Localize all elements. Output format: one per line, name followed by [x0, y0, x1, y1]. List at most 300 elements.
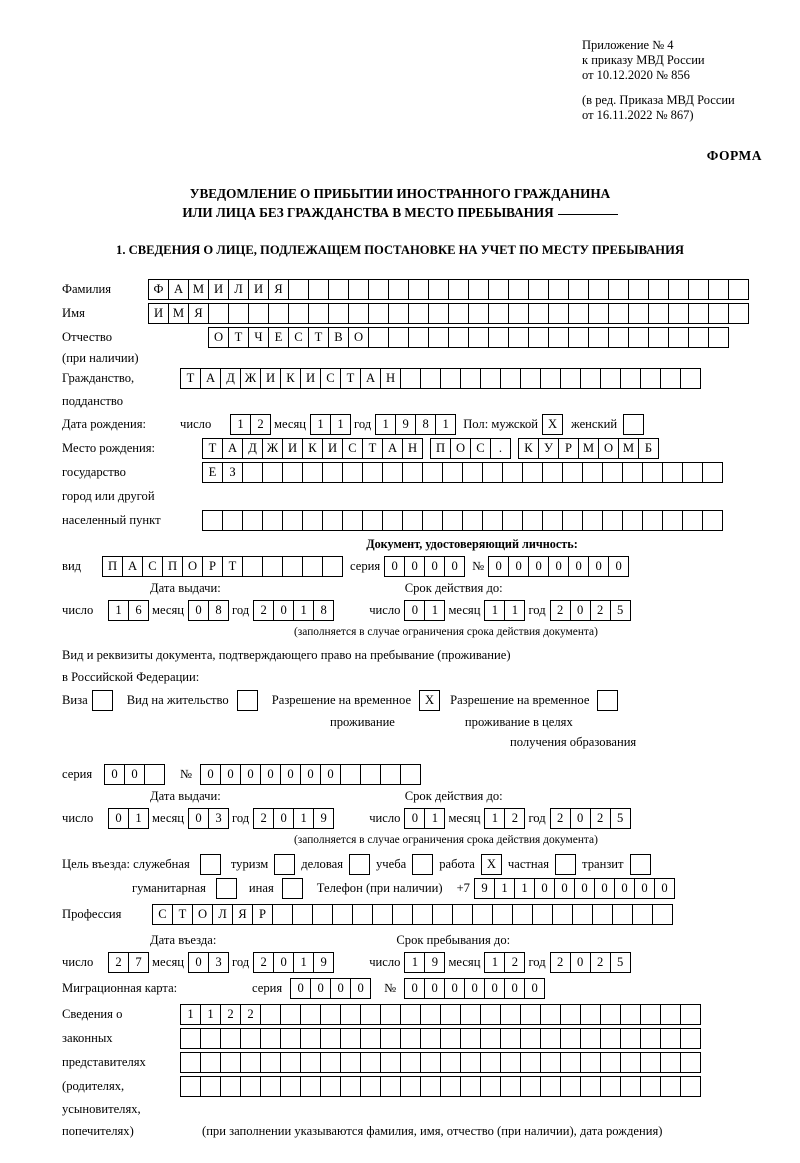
form-cell[interactable]: 8 — [208, 600, 229, 621]
form-cell[interactable] — [380, 1052, 401, 1073]
form-cell[interactable] — [680, 1028, 701, 1049]
form-cell[interactable] — [380, 1076, 401, 1097]
form-cell[interactable] — [448, 279, 469, 300]
form-cell[interactable] — [620, 1028, 641, 1049]
form-cell[interactable] — [302, 462, 323, 483]
form-cell[interactable] — [460, 1028, 481, 1049]
form-cell[interactable]: 9 — [313, 808, 334, 829]
form-cell[interactable] — [408, 303, 429, 324]
form-cell[interactable] — [242, 510, 263, 531]
form-cell[interactable] — [688, 279, 709, 300]
form-cell[interactable]: 3 — [208, 808, 229, 829]
form-cell[interactable]: И — [260, 368, 281, 389]
form-cell[interactable]: И — [322, 438, 343, 459]
form-cell[interactable] — [660, 1076, 681, 1097]
form-cell[interactable]: 1 — [293, 808, 314, 829]
form-cell[interactable] — [388, 327, 409, 348]
form-cell[interactable]: 1 — [514, 878, 535, 899]
form-cell[interactable]: 2 — [590, 600, 611, 621]
form-cell[interactable]: 5 — [610, 600, 631, 621]
form-cell[interactable] — [562, 510, 583, 531]
form-cell[interactable]: 0 — [424, 978, 445, 999]
form-cell[interactable] — [220, 1052, 241, 1073]
form-cell[interactable] — [432, 904, 453, 925]
form-cell[interactable]: 9 — [395, 414, 416, 435]
form-cell[interactable]: 0 — [568, 556, 589, 577]
form-cell[interactable]: Т — [340, 368, 361, 389]
migration-number-cells[interactable] — [404, 978, 544, 999]
form-cell[interactable] — [632, 904, 653, 925]
form-cell[interactable] — [320, 1028, 341, 1049]
form-cell[interactable] — [482, 462, 503, 483]
form-cell[interactable] — [568, 303, 589, 324]
form-cell[interactable] — [648, 303, 669, 324]
residence-permit-checkbox[interactable] — [237, 690, 258, 711]
form-cell[interactable]: 1 — [330, 414, 351, 435]
form-cell[interactable] — [312, 904, 333, 925]
form-cell[interactable]: Б — [638, 438, 659, 459]
purpose-work-checkbox[interactable]: Х — [481, 854, 502, 875]
form-cell[interactable] — [552, 904, 573, 925]
form-cell[interactable]: 1 — [484, 952, 505, 973]
form-cell[interactable] — [640, 368, 661, 389]
form-cell[interactable] — [440, 368, 461, 389]
form-cell[interactable] — [680, 1004, 701, 1025]
form-cell[interactable] — [728, 279, 749, 300]
form-cell[interactable] — [492, 904, 513, 925]
form-cell[interactable]: О — [598, 438, 619, 459]
form-cell[interactable]: Я — [232, 904, 253, 925]
form-cell[interactable] — [412, 904, 433, 925]
form-cell[interactable] — [260, 1052, 281, 1073]
surname-cells[interactable] — [148, 279, 748, 300]
form-cell[interactable]: 1 — [484, 600, 505, 621]
form-cell[interactable] — [348, 303, 369, 324]
birth-day-cells[interactable] — [230, 414, 270, 435]
stay-day-cells[interactable] — [404, 952, 444, 973]
form-cell[interactable]: 0 — [188, 952, 209, 973]
form-cell[interactable]: 0 — [504, 978, 525, 999]
form-cell[interactable]: О — [208, 327, 229, 348]
form-cell[interactable]: Е — [202, 462, 223, 483]
form-cell[interactable] — [360, 1028, 381, 1049]
form-cell[interactable] — [480, 1076, 501, 1097]
form-cell[interactable]: 0 — [108, 808, 129, 829]
form-cell[interactable]: 8 — [415, 414, 436, 435]
form-cell[interactable]: 0 — [484, 978, 505, 999]
form-cell[interactable]: 0 — [273, 808, 294, 829]
form-cell[interactable] — [580, 1028, 601, 1049]
form-cell[interactable] — [260, 1028, 281, 1049]
doc-series-cells[interactable] — [384, 556, 464, 577]
form-cell[interactable] — [500, 368, 521, 389]
form-cell[interactable] — [472, 904, 493, 925]
form-cell[interactable]: 0 — [124, 764, 145, 785]
phone-cells[interactable] — [474, 878, 674, 899]
form-cell[interactable] — [342, 462, 363, 483]
form-cell[interactable] — [600, 1076, 621, 1097]
name-cells[interactable] — [148, 303, 748, 324]
legal-rep-row3-cells[interactable] — [180, 1052, 700, 1073]
form-cell[interactable]: И — [148, 303, 169, 324]
form-cell[interactable] — [568, 327, 589, 348]
form-cell[interactable] — [642, 510, 663, 531]
form-cell[interactable]: 2 — [550, 952, 571, 973]
form-cell[interactable] — [528, 279, 549, 300]
form-cell[interactable] — [652, 904, 673, 925]
form-cell[interactable] — [420, 1004, 441, 1025]
form-cell[interactable] — [202, 510, 223, 531]
form-cell[interactable] — [440, 1028, 461, 1049]
form-cell[interactable]: 1 — [310, 414, 331, 435]
form-cell[interactable] — [522, 462, 543, 483]
form-cell[interactable] — [422, 462, 443, 483]
form-cell[interactable] — [280, 1028, 301, 1049]
visa-checkbox[interactable] — [92, 690, 113, 711]
form-cell[interactable] — [348, 279, 369, 300]
form-cell[interactable]: 1 — [435, 414, 456, 435]
form-cell[interactable] — [608, 303, 629, 324]
form-cell[interactable] — [320, 1052, 341, 1073]
form-cell[interactable] — [368, 279, 389, 300]
birthplace-city-row4-cells[interactable] — [202, 510, 722, 531]
form-cell[interactable] — [268, 303, 289, 324]
stay-year-cells[interactable] — [550, 952, 630, 973]
form-cell[interactable]: 9 — [313, 952, 334, 973]
form-cell[interactable] — [260, 1076, 281, 1097]
form-cell[interactable] — [540, 1052, 561, 1073]
form-cell[interactable] — [600, 1028, 621, 1049]
form-cell[interactable] — [628, 279, 649, 300]
form-cell[interactable]: 0 — [528, 556, 549, 577]
form-cell[interactable]: 0 — [464, 978, 485, 999]
form-cell[interactable]: 0 — [240, 764, 261, 785]
form-cell[interactable] — [360, 1004, 381, 1025]
form-cell[interactable]: 0 — [524, 978, 545, 999]
purpose-study-checkbox[interactable] — [412, 854, 433, 875]
form-cell[interactable]: 2 — [220, 1004, 241, 1025]
form-cell[interactable]: С — [152, 904, 173, 925]
form-cell[interactable] — [662, 462, 683, 483]
form-cell[interactable] — [240, 1052, 261, 1073]
form-cell[interactable] — [708, 327, 729, 348]
form-cell[interactable]: 0 — [310, 978, 331, 999]
form-cell[interactable] — [248, 303, 269, 324]
form-cell[interactable]: 0 — [488, 556, 509, 577]
form-cell[interactable] — [468, 279, 489, 300]
form-cell[interactable] — [332, 904, 353, 925]
form-cell[interactable]: З — [222, 462, 243, 483]
form-cell[interactable] — [240, 1076, 261, 1097]
form-cell[interactable] — [462, 510, 483, 531]
form-cell[interactable] — [640, 1076, 661, 1097]
form-cell[interactable] — [640, 1004, 661, 1025]
doc-valid-year-cells[interactable] — [550, 600, 630, 621]
form-cell[interactable] — [580, 1052, 601, 1073]
form-cell[interactable]: С — [320, 368, 341, 389]
doc-number-cells[interactable] — [488, 556, 628, 577]
form-cell[interactable]: 0 — [200, 764, 221, 785]
form-cell[interactable]: А — [200, 368, 221, 389]
form-cell[interactable] — [288, 279, 309, 300]
sex-male-checkbox[interactable]: Х — [542, 414, 563, 435]
form-cell[interactable]: 2 — [108, 952, 129, 973]
form-cell[interactable]: А — [168, 279, 189, 300]
form-cell[interactable] — [688, 303, 709, 324]
form-cell[interactable]: Н — [380, 368, 401, 389]
form-cell[interactable] — [480, 1028, 501, 1049]
form-cell[interactable] — [300, 1076, 321, 1097]
form-cell[interactable] — [480, 368, 501, 389]
doc-issue-year-cells[interactable] — [253, 600, 333, 621]
form-cell[interactable] — [280, 1052, 301, 1073]
form-cell[interactable] — [448, 303, 469, 324]
form-cell[interactable]: 0 — [614, 878, 635, 899]
form-cell[interactable] — [542, 462, 563, 483]
entry-year-cells[interactable] — [253, 952, 333, 973]
form-cell[interactable]: 2 — [240, 1004, 261, 1025]
form-cell[interactable] — [422, 510, 443, 531]
form-cell[interactable] — [280, 1004, 301, 1025]
form-cell[interactable] — [368, 327, 389, 348]
purpose-private-checkbox[interactable] — [555, 854, 576, 875]
form-cell[interactable] — [308, 279, 329, 300]
form-cell[interactable] — [308, 303, 329, 324]
form-cell[interactable]: 0 — [570, 952, 591, 973]
form-cell[interactable] — [262, 510, 283, 531]
form-cell[interactable] — [508, 279, 529, 300]
form-cell[interactable]: 2 — [550, 808, 571, 829]
form-cell[interactable]: 0 — [300, 764, 321, 785]
form-cell[interactable] — [580, 1004, 601, 1025]
stay-month-cells[interactable] — [484, 952, 524, 973]
form-cell[interactable] — [528, 327, 549, 348]
form-cell[interactable] — [428, 327, 449, 348]
form-cell[interactable]: 0 — [444, 978, 465, 999]
form-cell[interactable]: А — [382, 438, 403, 459]
form-cell[interactable]: 0 — [104, 764, 125, 785]
form-cell[interactable] — [608, 279, 629, 300]
form-cell[interactable]: 1 — [128, 808, 149, 829]
form-cell[interactable] — [668, 303, 689, 324]
form-cell[interactable] — [402, 462, 423, 483]
form-cell[interactable]: Н — [402, 438, 423, 459]
purpose-transit-checkbox[interactable] — [630, 854, 651, 875]
form-cell[interactable]: 1 — [494, 878, 515, 899]
form-cell[interactable]: 0 — [384, 556, 405, 577]
doc-issue-day-cells[interactable] — [108, 600, 148, 621]
form-cell[interactable] — [588, 279, 609, 300]
permit-issue-month-cells[interactable] — [188, 808, 228, 829]
form-cell[interactable] — [560, 368, 581, 389]
form-cell[interactable] — [340, 1028, 361, 1049]
form-cell[interactable]: 0 — [188, 808, 209, 829]
migration-series-cells[interactable] — [290, 978, 370, 999]
form-cell[interactable] — [582, 462, 603, 483]
form-cell[interactable] — [362, 462, 383, 483]
form-cell[interactable] — [440, 1004, 461, 1025]
form-cell[interactable] — [340, 1004, 361, 1025]
form-cell[interactable]: Ж — [240, 368, 261, 389]
form-cell[interactable] — [660, 1004, 681, 1025]
form-cell[interactable] — [380, 1004, 401, 1025]
form-cell[interactable]: 1 — [200, 1004, 221, 1025]
form-cell[interactable] — [300, 1028, 321, 1049]
form-cell[interactable] — [342, 510, 363, 531]
form-cell[interactable]: Л — [228, 279, 249, 300]
form-cell[interactable] — [628, 327, 649, 348]
form-cell[interactable]: М — [618, 438, 639, 459]
form-cell[interactable]: Т — [202, 438, 223, 459]
form-cell[interactable]: 9 — [474, 878, 495, 899]
form-cell[interactable]: Т — [172, 904, 193, 925]
form-cell[interactable] — [362, 510, 383, 531]
form-cell[interactable] — [392, 904, 413, 925]
form-cell[interactable]: К — [280, 368, 301, 389]
form-cell[interactable] — [480, 1052, 501, 1073]
form-cell[interactable]: М — [578, 438, 599, 459]
form-cell[interactable]: 2 — [253, 600, 274, 621]
form-cell[interactable] — [680, 1076, 701, 1097]
form-cell[interactable] — [560, 1076, 581, 1097]
form-cell[interactable]: 2 — [550, 600, 571, 621]
form-cell[interactable] — [300, 1004, 321, 1025]
form-cell[interactable] — [360, 764, 381, 785]
form-cell[interactable] — [382, 510, 403, 531]
form-cell[interactable]: Ф — [148, 279, 169, 300]
form-cell[interactable]: 0 — [273, 952, 294, 973]
form-cell[interactable]: 0 — [220, 764, 241, 785]
birthplace-city-row1-cells[interactable] — [430, 438, 510, 459]
form-cell[interactable] — [460, 1076, 481, 1097]
form-cell[interactable]: 2 — [590, 808, 611, 829]
form-cell[interactable] — [400, 1028, 421, 1049]
form-cell[interactable] — [708, 279, 729, 300]
form-cell[interactable] — [228, 303, 249, 324]
birthplace-state-cells[interactable] — [202, 438, 422, 459]
form-cell[interactable] — [262, 462, 283, 483]
form-cell[interactable] — [560, 1028, 581, 1049]
form-cell[interactable]: Д — [242, 438, 263, 459]
form-cell[interactable]: 0 — [280, 764, 301, 785]
form-cell[interactable] — [622, 462, 643, 483]
form-cell[interactable] — [600, 1052, 621, 1073]
legal-rep-row4-cells[interactable] — [180, 1076, 700, 1097]
form-cell[interactable]: 7 — [128, 952, 149, 973]
form-cell[interactable] — [580, 368, 601, 389]
form-cell[interactable]: А — [122, 556, 143, 577]
form-cell[interactable]: Р — [202, 556, 223, 577]
form-cell[interactable] — [452, 904, 473, 925]
form-cell[interactable] — [620, 368, 641, 389]
form-cell[interactable] — [540, 1028, 561, 1049]
form-cell[interactable]: Ж — [262, 438, 283, 459]
form-cell[interactable] — [600, 368, 621, 389]
form-cell[interactable] — [400, 1076, 421, 1097]
form-cell[interactable] — [352, 904, 373, 925]
form-cell[interactable] — [420, 1028, 441, 1049]
form-cell[interactable] — [602, 510, 623, 531]
form-cell[interactable]: О — [348, 327, 369, 348]
form-cell[interactable] — [282, 462, 303, 483]
form-cell[interactable] — [620, 1004, 641, 1025]
form-cell[interactable] — [520, 1076, 541, 1097]
permit-valid-day-cells[interactable] — [404, 808, 444, 829]
doc-issue-month-cells[interactable] — [188, 600, 228, 621]
entry-day-cells[interactable] — [108, 952, 148, 973]
form-cell[interactable]: О — [182, 556, 203, 577]
form-cell[interactable]: 1 — [180, 1004, 201, 1025]
form-cell[interactable]: 0 — [424, 556, 445, 577]
form-cell[interactable] — [340, 1076, 361, 1097]
sex-female-checkbox[interactable] — [623, 414, 644, 435]
form-cell[interactable]: 0 — [404, 978, 425, 999]
form-cell[interactable] — [388, 279, 409, 300]
form-cell[interactable] — [602, 462, 623, 483]
form-cell[interactable] — [180, 1052, 201, 1073]
form-cell[interactable] — [462, 462, 483, 483]
form-cell[interactable] — [580, 1076, 601, 1097]
legal-rep-row2-cells[interactable] — [180, 1028, 700, 1049]
form-cell[interactable] — [220, 1028, 241, 1049]
form-cell[interactable] — [428, 279, 449, 300]
form-cell[interactable]: 1 — [293, 952, 314, 973]
form-cell[interactable] — [408, 327, 429, 348]
form-cell[interactable]: У — [538, 438, 559, 459]
form-cell[interactable] — [582, 510, 603, 531]
form-cell[interactable]: 0 — [404, 556, 425, 577]
form-cell[interactable]: Д — [220, 368, 241, 389]
form-cell[interactable]: 2 — [253, 952, 274, 973]
form-cell[interactable] — [648, 327, 669, 348]
form-cell[interactable]: П — [430, 438, 451, 459]
form-cell[interactable] — [408, 279, 429, 300]
form-cell[interactable] — [680, 368, 701, 389]
form-cell[interactable]: 0 — [548, 556, 569, 577]
form-cell[interactable] — [360, 1076, 381, 1097]
legal-rep-row1-cells[interactable] — [180, 1004, 700, 1025]
form-cell[interactable] — [572, 904, 593, 925]
form-cell[interactable] — [488, 327, 509, 348]
form-cell[interactable] — [500, 1028, 521, 1049]
form-cell[interactable]: 1 — [230, 414, 251, 435]
form-cell[interactable] — [562, 462, 583, 483]
form-cell[interactable]: Р — [558, 438, 579, 459]
citizenship-cells[interactable] — [180, 368, 700, 389]
form-cell[interactable] — [322, 510, 343, 531]
form-cell[interactable]: 5 — [610, 808, 631, 829]
form-cell[interactable]: 0 — [570, 600, 591, 621]
form-cell[interactable] — [640, 1052, 661, 1073]
form-cell[interactable] — [682, 510, 703, 531]
form-cell[interactable] — [500, 1052, 521, 1073]
form-cell[interactable] — [460, 1052, 481, 1073]
form-cell[interactable] — [520, 1004, 541, 1025]
form-cell[interactable]: Е — [268, 327, 289, 348]
form-cell[interactable] — [260, 1004, 281, 1025]
form-cell[interactable]: 2 — [504, 808, 525, 829]
birthplace-city-row3-cells[interactable] — [202, 462, 722, 483]
form-cell[interactable] — [620, 1052, 641, 1073]
form-cell[interactable] — [548, 303, 569, 324]
form-cell[interactable] — [482, 510, 503, 531]
form-cell[interactable] — [622, 510, 643, 531]
form-cell[interactable] — [222, 510, 243, 531]
form-cell[interactable] — [322, 462, 343, 483]
form-cell[interactable] — [500, 1076, 521, 1097]
form-cell[interactable] — [242, 556, 263, 577]
form-cell[interactable] — [144, 764, 165, 785]
